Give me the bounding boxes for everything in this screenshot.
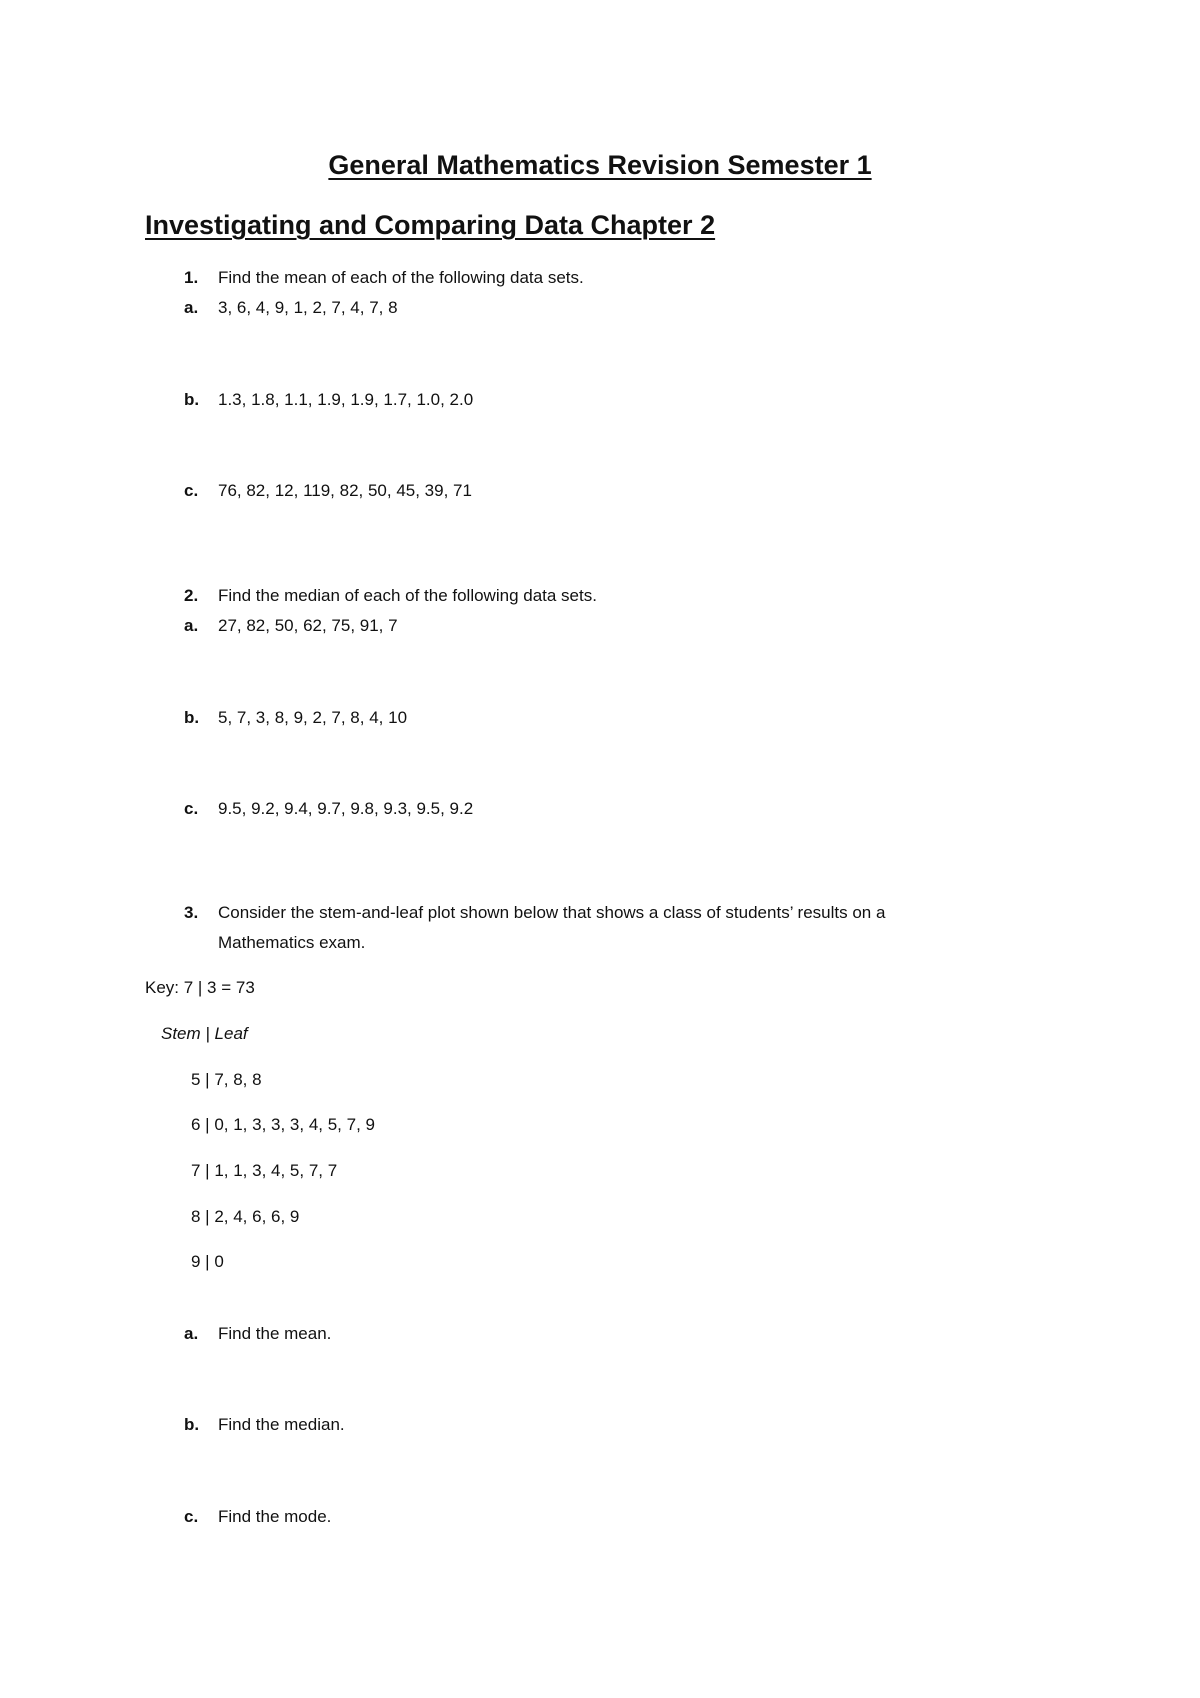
question-3-number: 3.: [184, 903, 199, 922]
data-set: 3, 6, 4, 9, 1, 2, 7, 4, 7, 8: [218, 298, 398, 317]
part-label: b.: [184, 390, 200, 409]
part-label: a.: [184, 616, 199, 635]
question-2-number: 2.: [184, 586, 199, 605]
chapter-heading: Investigating and Comparing Data Chapter 2: [145, 210, 716, 240]
part-label: a.: [184, 1324, 199, 1343]
part-label: b.: [184, 1415, 200, 1434]
part-label: c.: [184, 1507, 199, 1526]
stem-leaf-row-text: 8 | 2, 4, 6, 6, 9: [191, 1207, 300, 1226]
question-1-prompt: Find the mean of each of the following data sets.: [218, 268, 584, 287]
part-label: b.: [184, 708, 200, 727]
part-text: Find the mode.: [218, 1507, 332, 1526]
question-3-prompt-2: Mathematics exam.: [218, 933, 366, 952]
part-text: Find the median.: [218, 1415, 345, 1434]
stem-leaf-row-text: 6 | 0, 1, 3, 3, 3, 4, 5, 7, 9: [191, 1115, 375, 1134]
document-title: General Mathematics Revision Semester 1: [328, 150, 872, 180]
stem-leaf-row-text: 5 | 7, 8, 8: [191, 1070, 262, 1089]
question-3-prompt: Consider the stem-and-leaf plot shown below that shows a class of students’ results on a: [218, 903, 886, 922]
data-set: 1.3, 1.8, 1.1, 1.9, 1.9, 1.7, 1.0, 2.0: [218, 390, 474, 409]
data-set: 5, 7, 3, 8, 9, 2, 7, 8, 4, 10: [218, 708, 408, 727]
part-text: Find the mean.: [218, 1324, 332, 1343]
stem-leaf-row-text: 9 | 0: [191, 1252, 224, 1271]
part-label: c.: [184, 481, 199, 500]
stem-leaf-header-text: Stem | Leaf: [161, 1024, 248, 1043]
key-text: Key: 7 | 3 = 73: [145, 978, 255, 997]
data-set: 9.5, 9.2, 9.4, 9.7, 9.8, 9.3, 9.5, 9.2: [218, 799, 474, 818]
part-label: a.: [184, 298, 199, 317]
data-set: 27, 82, 50, 62, 75, 91, 7: [218, 616, 398, 635]
part-label: c.: [184, 799, 199, 818]
question-2-prompt: Find the median of each of the following data sets.: [218, 586, 597, 605]
question-1-number: 1.: [184, 268, 199, 287]
data-set: 76, 82, 12, 119, 82, 50, 45, 39, 71: [218, 481, 472, 500]
stem-leaf-row-text: 7 | 1, 1, 3, 4, 5, 7, 7: [191, 1161, 338, 1180]
